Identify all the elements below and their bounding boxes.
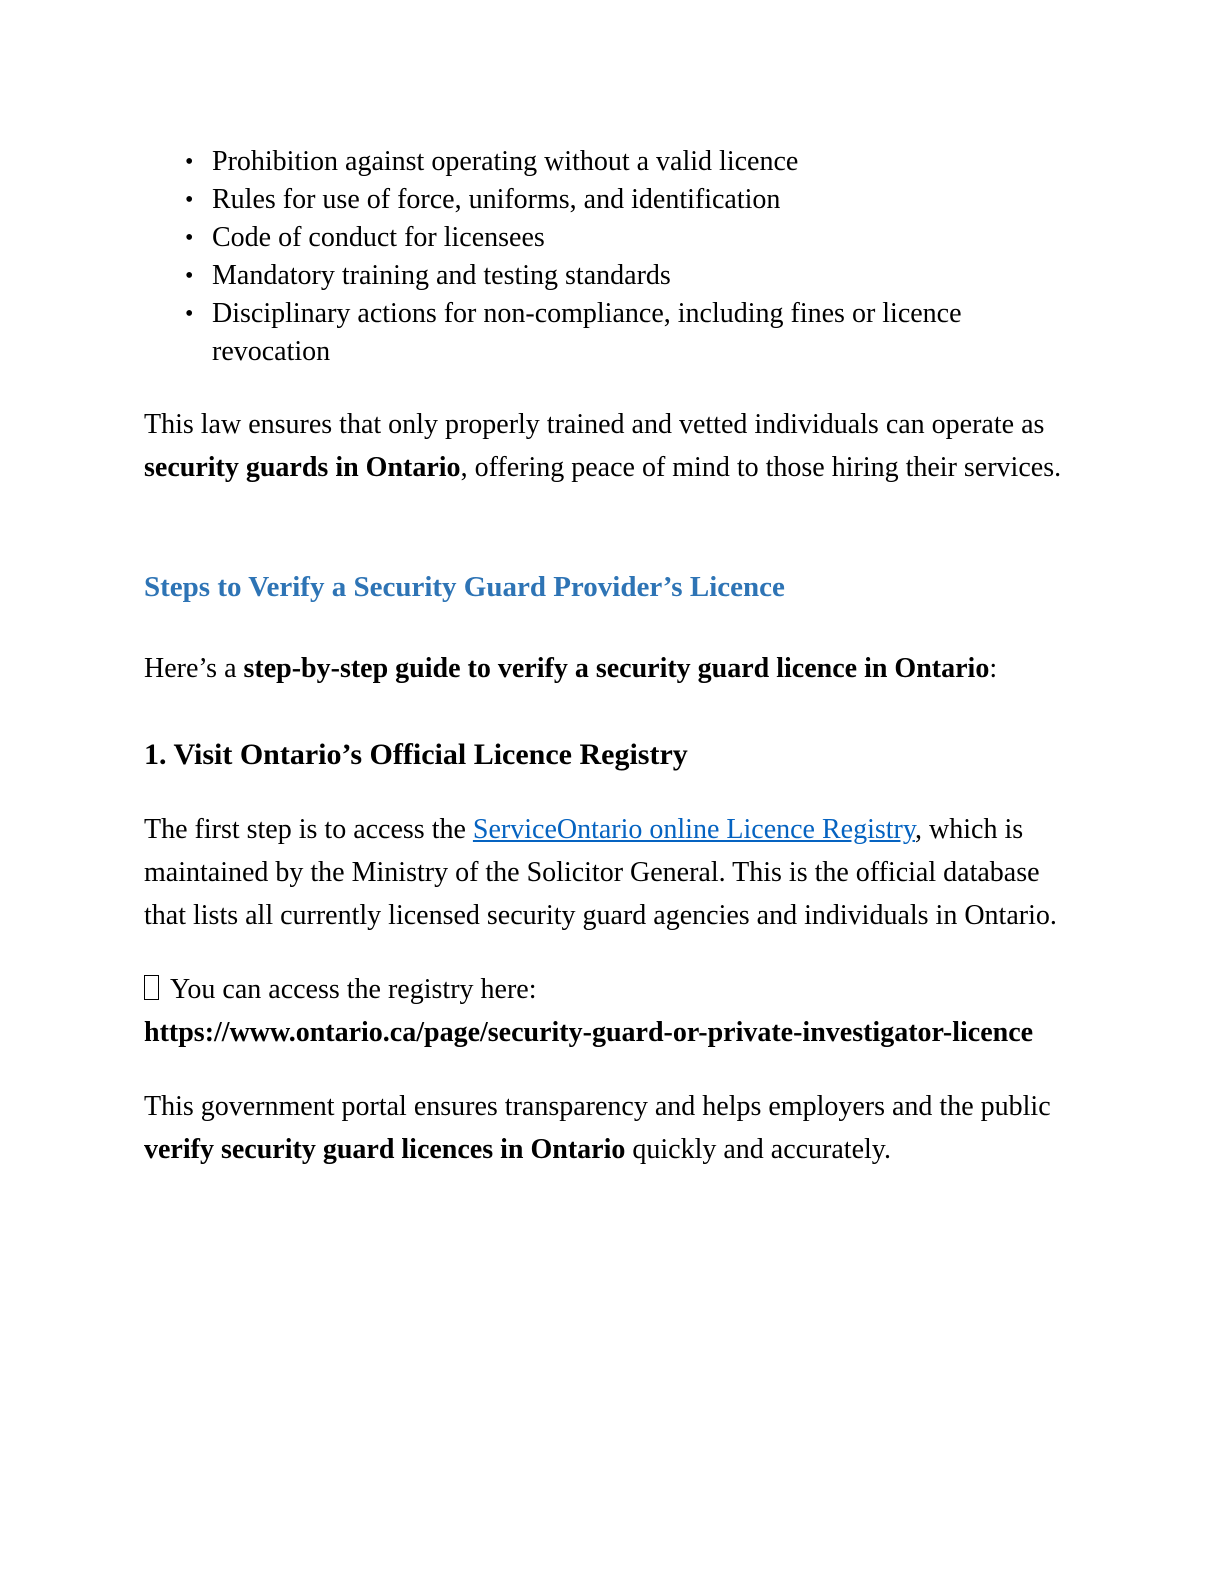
- list-item-text: Prohibition against operating without a valid licence: [212, 146, 799, 177]
- step-heading-visit-registry: 1. Visit Ontario’s Official Licence Registry: [144, 738, 688, 771]
- paragraph-text: This law ensures that only properly trained and vetted individuals can operate as: [144, 409, 1045, 440]
- missing-glyph-icon: [144, 975, 159, 1000]
- paragraph-registry-info: [144, 808, 1066, 937]
- section-heading-verify-steps: Steps to Verify a Security Guard Provider’s Licence: [144, 571, 785, 603]
- registry-url-text: https://www.ontario.ca/page/security-guard-or-private-investigator-licence: [144, 1017, 1034, 1048]
- bullet-icon: •: [185, 263, 194, 289]
- paragraph-text: , offering peace of mind to those hiring their services.: [460, 452, 1062, 483]
- list-item: [185, 219, 1066, 257]
- list-item-text: Disciplinary actions for non-compliance, including fines or licence revocation: [212, 298, 962, 367]
- paragraph-text: The first step is to access the: [144, 814, 473, 845]
- paragraph-bold-text: security guards in Ontario: [144, 452, 461, 483]
- paragraph-guide-intro: [144, 647, 1066, 690]
- paragraph-text: You can access the registry here:: [170, 974, 537, 1005]
- paragraph-bold-text: step-by-step guide to verify a security guard licence in Ontario: [243, 653, 990, 684]
- paragraph-text: This government portal ensures transparency and helps employers and the public: [144, 1091, 1051, 1122]
- bullet-list: [144, 143, 1066, 371]
- bullet-icon: •: [185, 301, 194, 327]
- bullet-icon: •: [185, 187, 194, 213]
- paragraph-text: :: [989, 653, 998, 684]
- list-item: [185, 143, 1066, 181]
- paragraph-text: quickly and accurately.: [625, 1134, 891, 1165]
- bullet-icon: •: [185, 149, 194, 175]
- serviceontario-registry-link[interactable]: ServiceOntario online Licence Registry: [472, 814, 916, 845]
- list-item-text: Code of conduct for licensees: [212, 222, 545, 253]
- paragraph-text: Here’s a: [144, 653, 244, 684]
- paragraph-registry-access: [144, 968, 1066, 1054]
- list-item: [185, 295, 1066, 371]
- paragraph-bold-text: verify security guard licences in Ontario: [144, 1134, 626, 1165]
- bullet-icon: •: [185, 225, 194, 251]
- paragraph-portal-summary: [144, 1085, 1066, 1171]
- list-item: [185, 257, 1066, 295]
- list-item-text: Rules for use of force, uniforms, and identification: [212, 184, 781, 215]
- list-item: [185, 181, 1066, 219]
- paragraph-law-summary: [144, 403, 1066, 489]
- list-item-text: Mandatory training and testing standards: [212, 260, 671, 291]
- paragraph-text: , which is maintained by the Ministry of the Solicitor General. This is the official database that lists all currently licensed security guard agencies and individuals in Ontario.: [144, 814, 1057, 931]
